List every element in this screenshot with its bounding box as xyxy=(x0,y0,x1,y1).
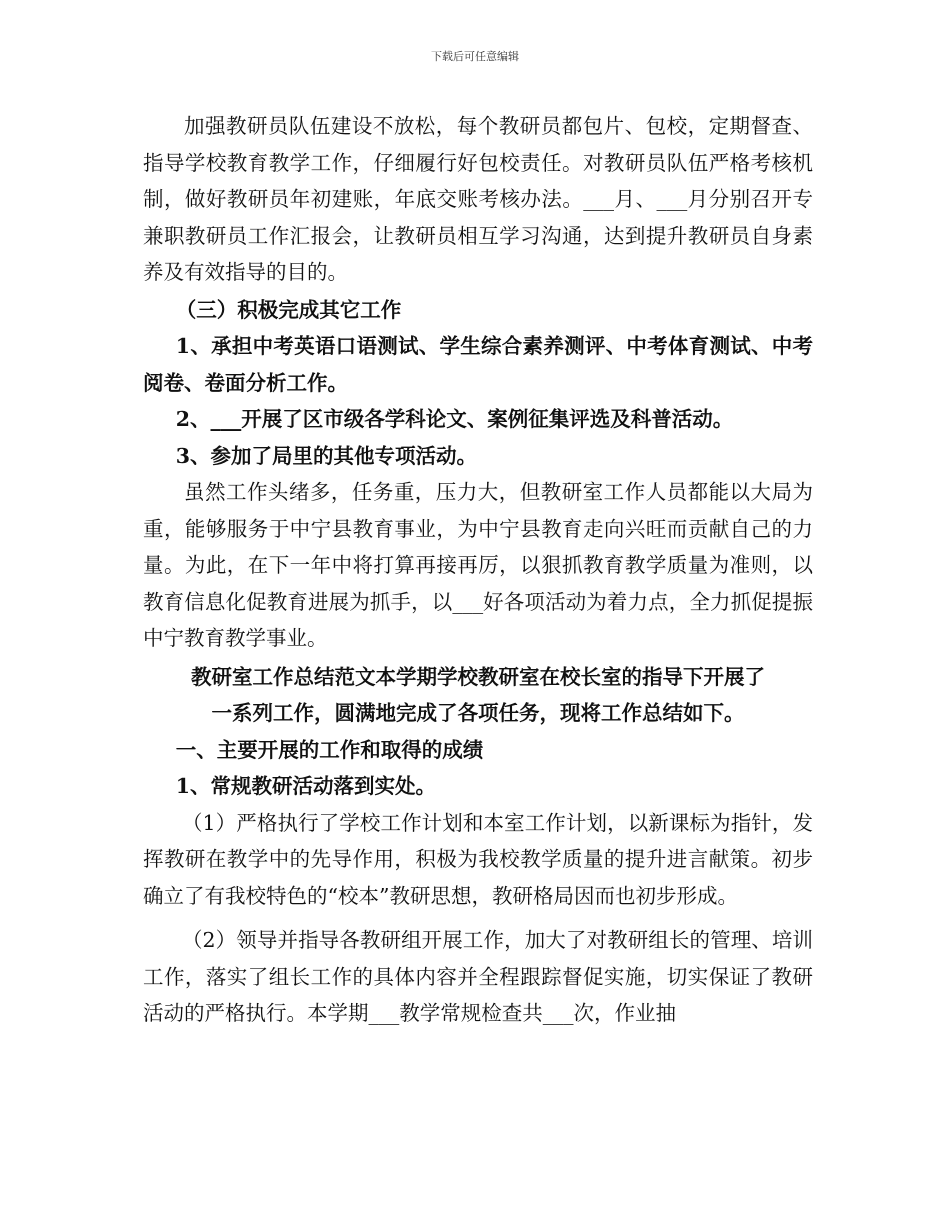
list-item-exam-work: 1、承担中考英语口语测试、学生综合素养测评、中考体育测试、中考阅卷、卷面分析工作。 xyxy=(143,334,813,395)
paragraph-summary: 虽然工作头绪多，任务重，压力大，但教研室工作人员都能以大局为重，能够服务于中宁县教育事业，为中宁县教育走向兴旺而贡献自己的力量。为此，在下一年中将打算再接再厉，以狠抓教育教学质量为准则，以教育信息化促教育进展为抓手，以___好各项活动为着力点，全力抓促提振中宁教育教学事业。 xyxy=(143,480,813,650)
paragraph-plan-execution: （1）严格执行了学校工作计划和本室工作计划，以新课标为指针，发挥教研在教学中的先导作用，积极为我校教学质量的提升进言献策。初步确立了有我校特色的“校本”教研思想，教研格局因而也初步形成。 xyxy=(143,810,813,908)
subsection-heading-routine: 1、常规教研活动落到实处。 xyxy=(175,774,437,798)
document-title-block xyxy=(143,659,813,732)
paragraph-group-guidance: （2）领导并指导各教研组开展工作，加大了对教研组长的管理、培训工作，落实了组长工作的具体内容并全程跟踪督促实施，切实保证了教研活动的严格执行。本学期___教学常规检查共___次，作业抽 xyxy=(143,928,813,1025)
list-item-special-activity: 3、参加了局里的其他专项活动。 xyxy=(175,443,478,468)
page-header-note: 下载后可任意编辑 xyxy=(431,50,519,63)
document-body xyxy=(143,108,813,1032)
heading-other-work: （三）积极完成其它工作 xyxy=(175,297,402,322)
section-heading-achievements: 一、主要开展的工作和取得的成绩 xyxy=(175,737,484,762)
list-item-paper-activity: 2、___开展了区市级各学科论文、案例征集评选及科普活动。 xyxy=(175,407,734,431)
title-line-1: 教研室工作总结范文本学期学校教研室在校长室的指导下开展了 xyxy=(191,664,765,689)
paragraph-team-building: 加强教研员队伍建设不放松，每个教研员都包片、包校，定期督查、指导学校教育教学工作，仔细履行好包校责任。对教研员队伍严格考核机制，做好教研员年初建账，年底交账考核办法。___月、___月分别召开专兼职教研员工作汇报会，让教研员相互学习沟通，达到提升教研员自身素养及有效指导的目的。 xyxy=(143,114,813,284)
title-line-2: 一系列工作，圆满地完成了各项任务，现将工作总结如下。 xyxy=(211,701,745,725)
